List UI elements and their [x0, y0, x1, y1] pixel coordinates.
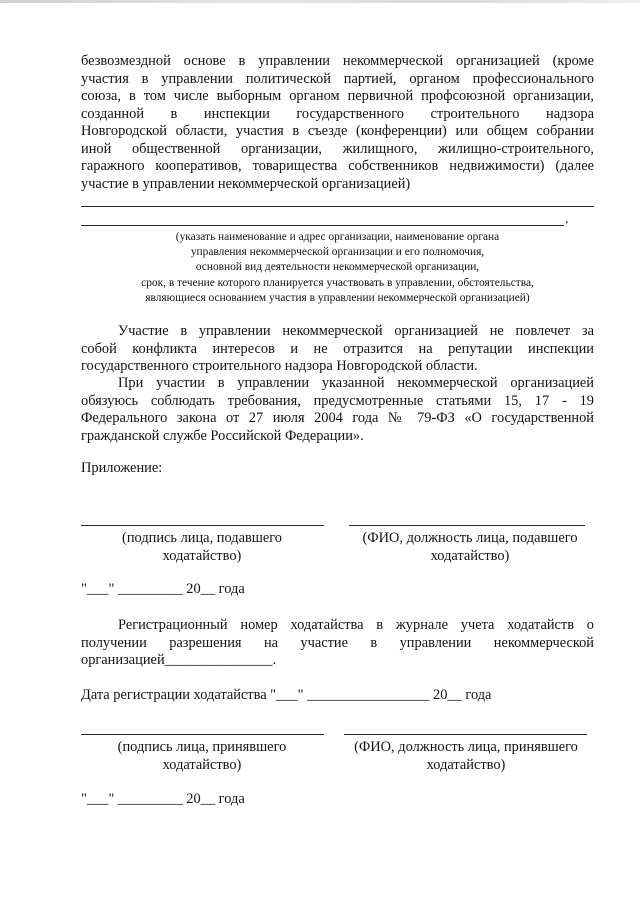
intro-line: созданной в инспекции государственного строительного надзора: [81, 105, 594, 122]
registration-paragraph: [81, 617, 594, 670]
receiver-name-caption: (ФИО, должность лица, принявшего ходатайство): [354, 739, 578, 773]
paragraph-line: При участии в управлении указанной некоммерческой организацией: [118, 375, 594, 391]
scan-edge: [0, 0, 640, 3]
intro-line: безвозмездной основе в управлении некоммерческой организацией (кроме: [81, 53, 594, 69]
intro-line: союза, в том числе выборным органом первичной профсоюзной организации,: [81, 88, 594, 104]
intro-line: участие в управлении некоммерческой организацией): [81, 175, 411, 192]
instruction-note: [81, 230, 594, 306]
paragraph-line: Федерального закона от 27 июля 2004 года № 79-ФЗ «О государственной: [81, 410, 594, 426]
intro-line: гаражного кооперативов, товарищества собственников недвижимости) (далее: [81, 158, 594, 174]
fill-line: [81, 206, 594, 207]
note-line: срок, в течение которого планируется участвовать в управлении, обстоятельства,: [141, 276, 534, 289]
paragraph-line: собой конфликта интересов и не отразится на репутации инспекции: [81, 340, 594, 357]
fill-line: [81, 225, 564, 226]
applicant-date-line: "___" _________ 20__ года: [81, 581, 245, 597]
intro-line: иной общественной организации, жилищного, жилищно-строительного,: [81, 140, 594, 157]
note-line: являющиеся основанием участия в управлении некоммерческой организацией): [145, 291, 530, 304]
note-line: управления некоммерческой организации и его полномочия,: [190, 246, 485, 259]
paragraph-line: Регистрационный номер ходатайства в журнале учета ходатайств о: [118, 617, 594, 633]
paragraph-line: обязуюсь соблюдать требования, предусмотренные статьями 15, 17 - 19: [81, 392, 594, 409]
applicant-name-caption: (ФИО, должность лица, подавшего ходатайство): [362, 530, 578, 564]
paragraph-line: гражданской службе Российской Федерации».: [81, 427, 364, 444]
intro-line: Новгородской области, участия в съезде (конференции) или общем собрании: [81, 123, 594, 139]
registration-date-line: Дата регистрации ходатайства "___" _________________ 20__ года: [81, 687, 492, 703]
receiver-date-line: "___" _________ 20__ года: [81, 791, 245, 807]
signature-line: [349, 525, 585, 526]
paragraph-line: государственного строительного надзора Новгородской области.: [81, 358, 478, 374]
intro-line: участия в управлении политической партией, органом профессионального: [81, 70, 594, 87]
fill-end-mark: .: [565, 211, 569, 227]
signature-line: [344, 734, 587, 735]
receiver-signature-caption: (подпись лица, принявшего ходатайство): [117, 739, 287, 773]
note-line: (указать наименование и адрес организации, наименование органа: [175, 231, 500, 243]
paragraph-line: получении разрешения на участие в управлении некоммерческой: [81, 634, 594, 651]
intro-paragraph: [81, 53, 594, 193]
conflict-paragraph: [81, 323, 594, 376]
signature-line: [81, 525, 324, 526]
obligation-paragraph: [81, 375, 594, 445]
signature-line: [81, 734, 324, 735]
note-line: основной вид деятельности некоммерческой организации,: [195, 261, 480, 274]
attachment-label: Приложение:: [81, 460, 163, 476]
applicant-signature-caption: (подпись лица, подавшего ходатайство): [122, 530, 282, 564]
paragraph-line: Участие в управлении некоммерческой организацией не повлечет за: [118, 323, 594, 339]
paragraph-line: организацией_______________.: [81, 652, 277, 668]
